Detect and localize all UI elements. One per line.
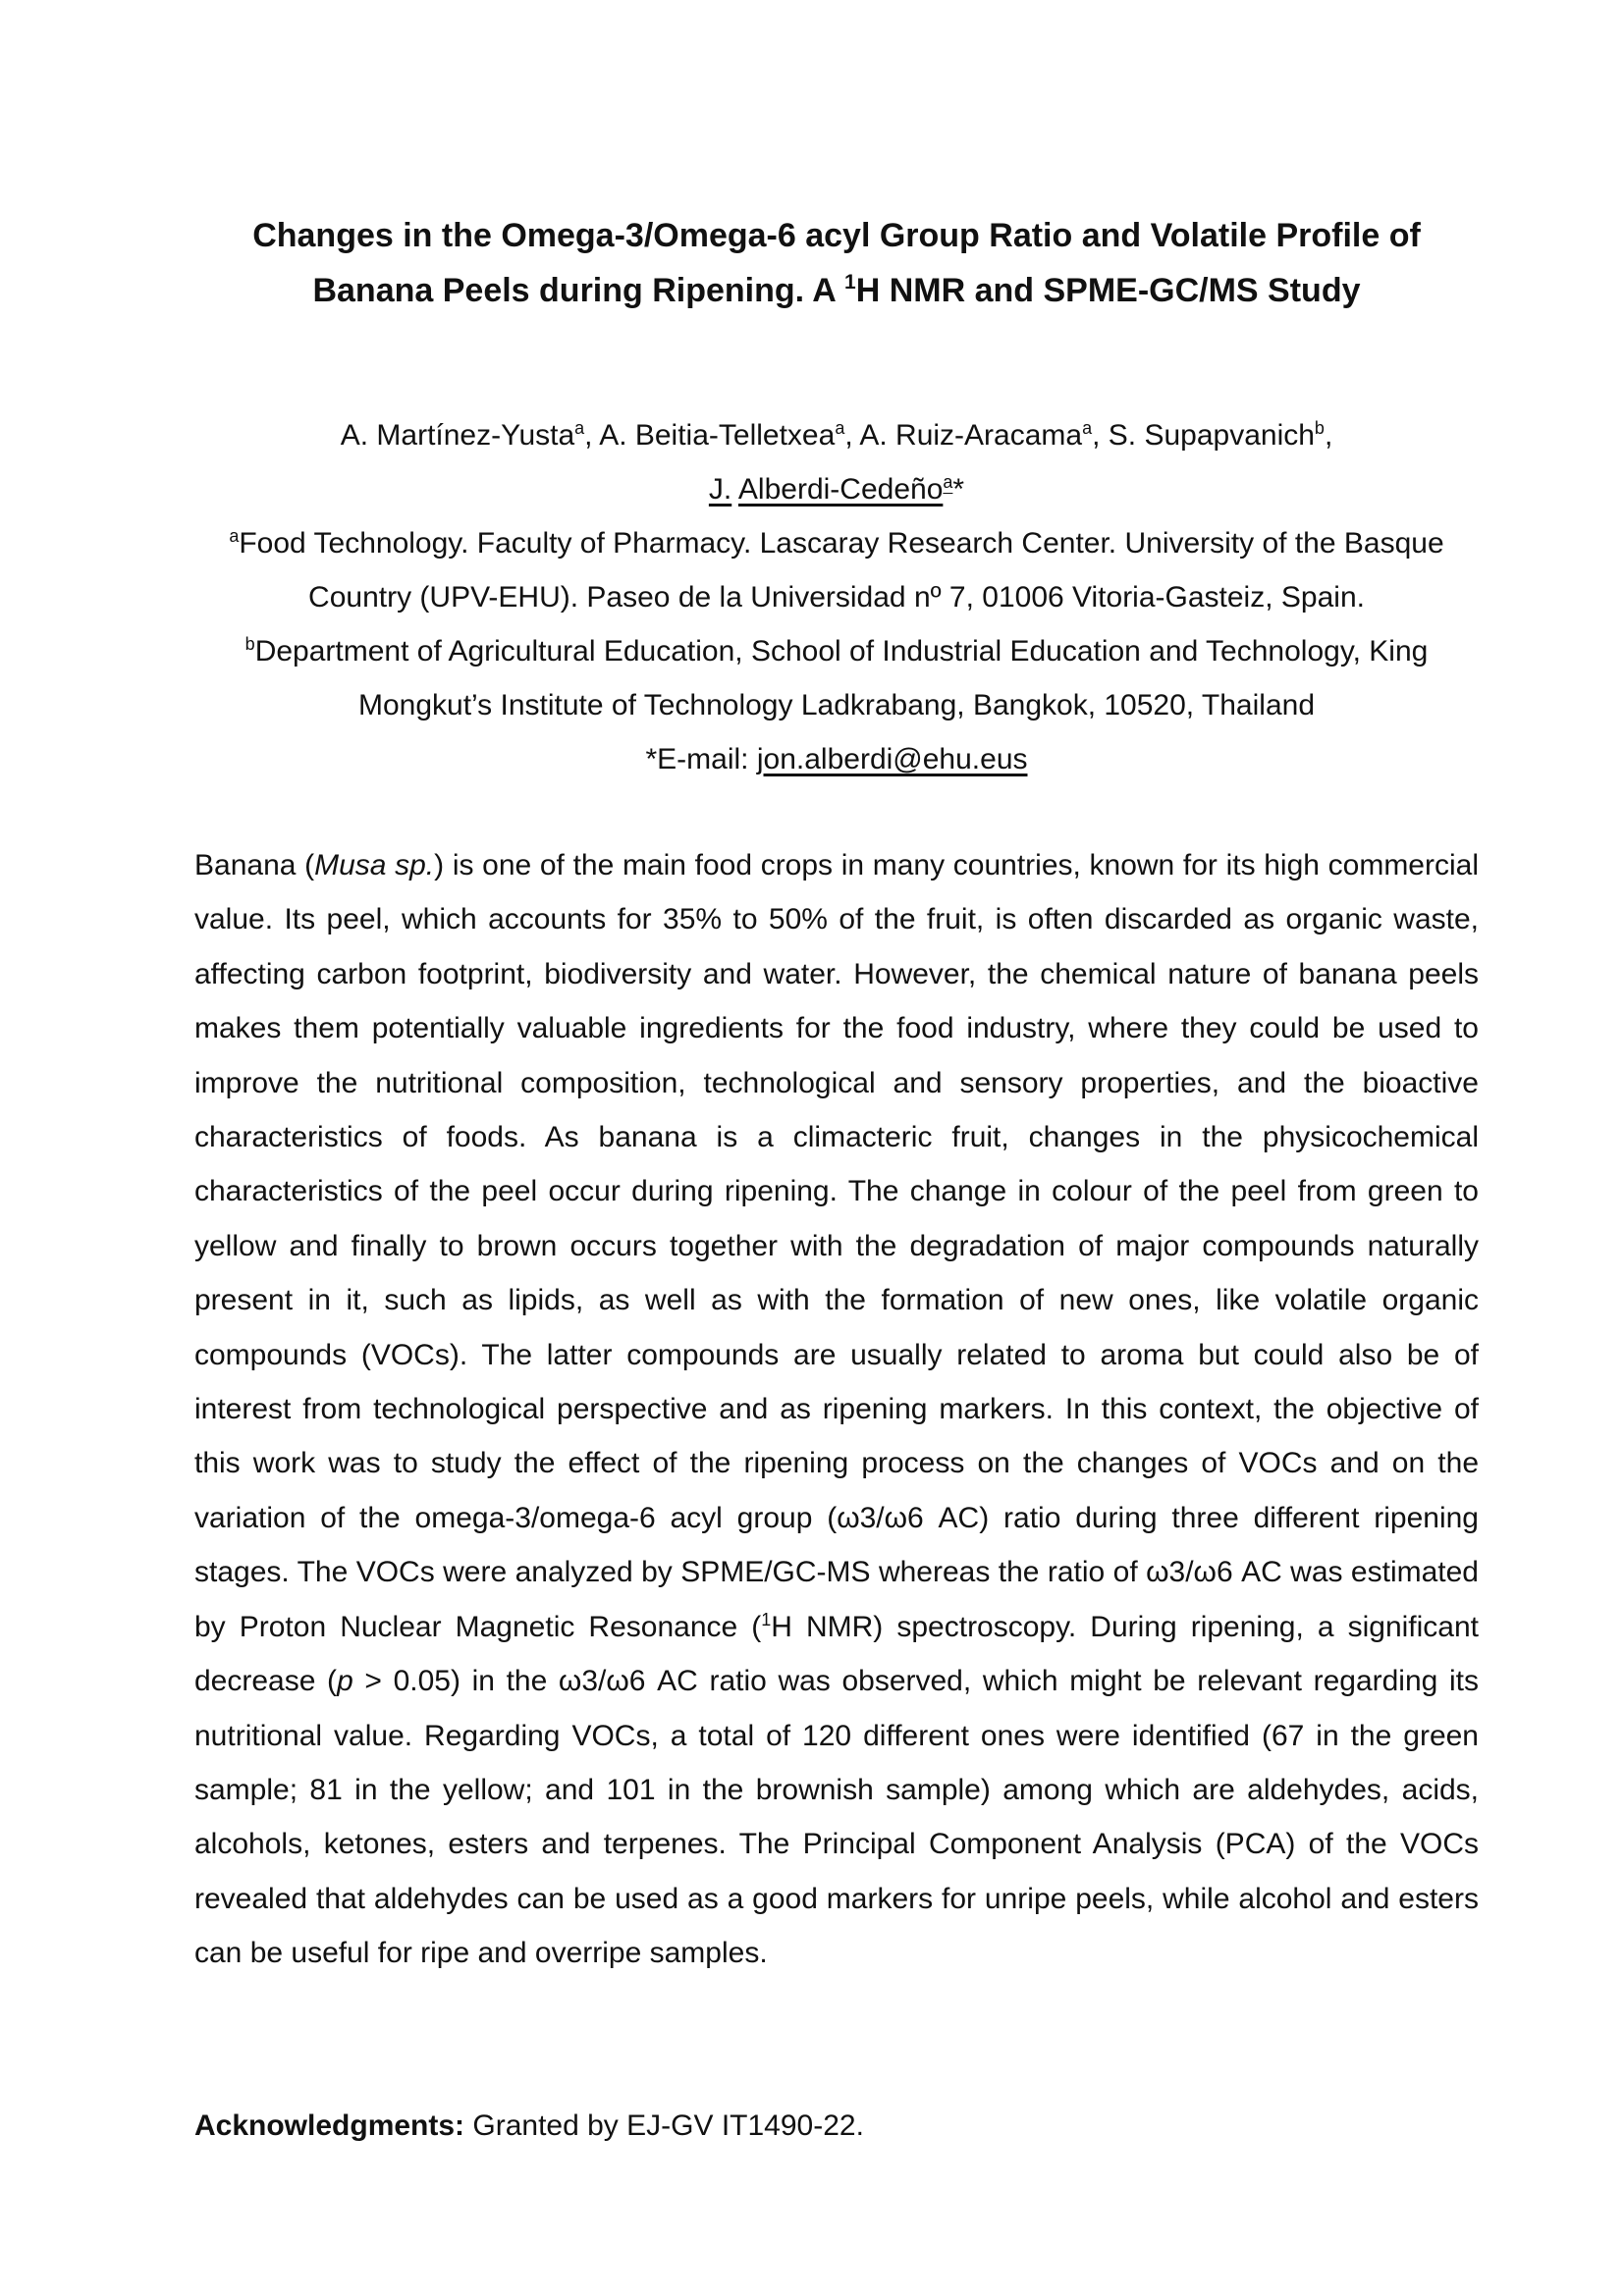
author: S. Supapvanich$^b$,	[1108, 418, 1333, 452]
author: A. Ruiz-Aracama$^a$,	[859, 418, 1109, 452]
title-text: Changes in the Omega-3/Omega-6 acyl Group Ratio and Volatile Profile of Banana Peels during Ripening. A	[252, 217, 1421, 309]
contact-email: *E-mail: jon.alberdi@ehu.eus	[645, 743, 1028, 775]
corresponding-author: J. Alberdi-Cedeño$^a$*	[708, 472, 965, 506]
email-link[interactable]: jon.alberdi@ehu.eus	[756, 743, 1028, 775]
affiliation-b: $^b$Department of Agricultural Education, School of Industrial Education and Technology, King Mongkut’s Institute of Technology Ladkrabang, Bangkok, 10520, Thailand	[244, 634, 1429, 721]
paper-title	[194, 208, 1479, 318]
title-superscript: 1	[844, 271, 856, 294]
author-list	[194, 408, 1479, 516]
author: A. Beitia-Telletxea$^a$,	[599, 418, 860, 452]
author: A. Martínez-Yusta$^a$,	[340, 418, 600, 452]
title-text-end: H NMR and SPME-GC/MS Study	[855, 272, 1361, 309]
abstract-body: Banana (Musa sp.) is one of the main food crops in many countries, known for its high commercial value. Its peel, which accounts for 35% to 50% of the fruit, is often discarded as organic waste, affecting carbon footprint, biodiversity and water. However, the chemical nature of banana peels makes them potentially valuable ingredients for the food industry, where they could be used to improve the nutritional composition, technological and sensory properties, and the bioactive characteristics of foods. As banana is a climacteric fruit, changes in the physicochemical characteristics of the peel occur during ripening. The change in colour of the peel from green to yellow and finally to brown occurs together with the degradation of major compounds naturally present in it, such as lipids, as well as with the formation of new ones, like volatile organic compounds (VOCs). The latter compounds are usually related to aroma but could also be of interest from technological perspective and as ripening markers. In this context, the objective of this work was to study the effect of the ripening process on the changes of VOCs and on the variation of the omega-3/omega-6 acyl group (ω3/ω6 AC) ratio during three different ripening stages. The VOCs were analyzed by SPME/GC-MS whereas the ratio of ω3/ω6 AC was estimated by Proton Nuclear Magnetic Resonance ($^1$H NMR) spectroscopy. During ripening, a significant decrease (p > 0.05) in the ω3/ω6 AC ratio was observed, which might be relevant regarding its nutritional value. Regarding VOCs, a total of 120 different ones were identified (67 in the green sample; 81 in the yellow; and 101 in the brownish sample) among which are aldehydes, acids, alcohols, ketones, esters and terpenes. The Principal Component Analysis (PCA) of the VOCs revealed that aldehydes can be used as a good markers for unripe peels, while alcohol and esters can be useful for ripe and overripe samples.	[194, 849, 1479, 1970]
acknowledgments-text: Granted by EJ-GV IT1490-22.	[464, 2109, 864, 2142]
affiliations	[194, 516, 1479, 786]
affiliation-a: $^a$Food Technology. Faculty of Pharmacy. Lascaray Research Center. University of the Basque Country (UPV-EHU). Paseo de la Universidad nº 7, 01006 Vitoria-Gasteiz, Spain.	[229, 526, 1444, 614]
acknowledgments-label: Acknowledgments:	[194, 2109, 465, 2142]
acknowledgments	[194, 2099, 1479, 2153]
